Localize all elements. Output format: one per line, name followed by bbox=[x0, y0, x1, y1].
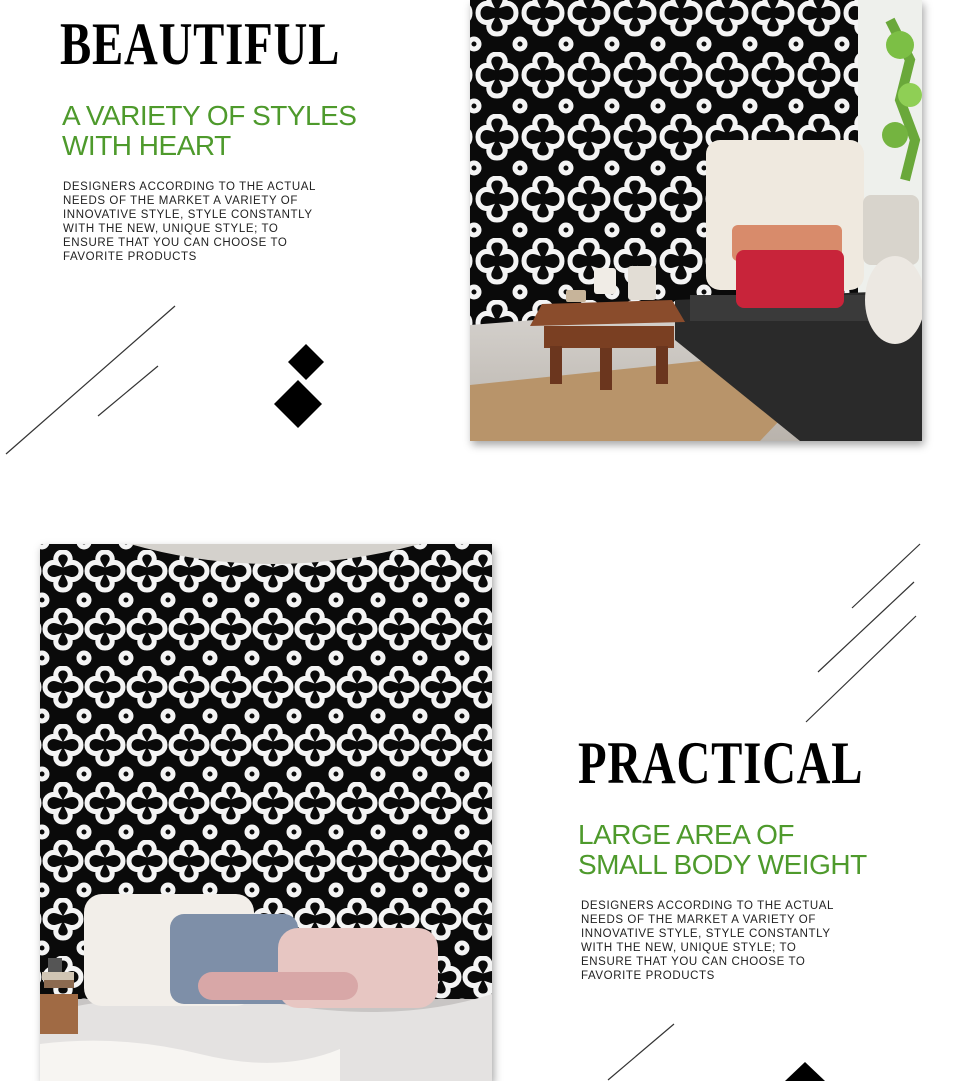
description-line: ENSURE THAT YOU CAN CHOOSE TO bbox=[581, 956, 806, 968]
section-1-description bbox=[63, 180, 316, 264]
subheading-line: LARGE AREA OF bbox=[578, 819, 795, 850]
bedroom-tapestry-photo bbox=[40, 544, 492, 1081]
diamond-shape-2 bbox=[780, 1058, 830, 1081]
description-line: NEEDS OF THE MARKET A VARIETY OF bbox=[63, 195, 298, 207]
subheading-line: SMALL BODY WEIGHT bbox=[578, 849, 867, 880]
practical-heading: PRACTICAL bbox=[578, 730, 864, 796]
description-line: INNOVATIVE STYLE, STYLE CONSTANTLY bbox=[63, 209, 313, 221]
subheading-line: A VARIETY OF STYLES bbox=[62, 100, 357, 131]
beautiful-heading: BEAUTIFUL bbox=[60, 11, 341, 77]
description-line: DESIGNERS ACCORDING TO THE ACTUAL bbox=[63, 181, 317, 193]
description-line: ENSURE THAT YOU CAN CHOOSE TO bbox=[63, 237, 288, 249]
living-room-tapestry-photo bbox=[470, 0, 922, 441]
description-line: NEEDS OF THE MARKET A VARIETY OF bbox=[581, 914, 816, 926]
decorative-lines-2 bbox=[790, 530, 930, 730]
diamond-shapes-1 bbox=[268, 340, 338, 435]
description-line: WITH THE NEW, UNIQUE STYLE; TO bbox=[63, 223, 279, 235]
description-line: FAVORITE PRODUCTS bbox=[581, 970, 715, 982]
description-line: FAVORITE PRODUCTS bbox=[63, 251, 197, 263]
decorative-lines-3 bbox=[600, 1020, 690, 1081]
subheading-line: WITH HEART bbox=[62, 130, 231, 161]
section-2-subheading bbox=[578, 820, 867, 880]
section-2-description bbox=[581, 899, 834, 983]
section-1-subheading bbox=[62, 101, 356, 161]
description-line: DESIGNERS ACCORDING TO THE ACTUAL bbox=[581, 900, 835, 912]
description-line: WITH THE NEW, UNIQUE STYLE; TO bbox=[581, 942, 797, 954]
decorative-lines-1 bbox=[0, 290, 200, 470]
description-line: INNOVATIVE STYLE, STYLE CONSTANTLY bbox=[581, 928, 831, 940]
